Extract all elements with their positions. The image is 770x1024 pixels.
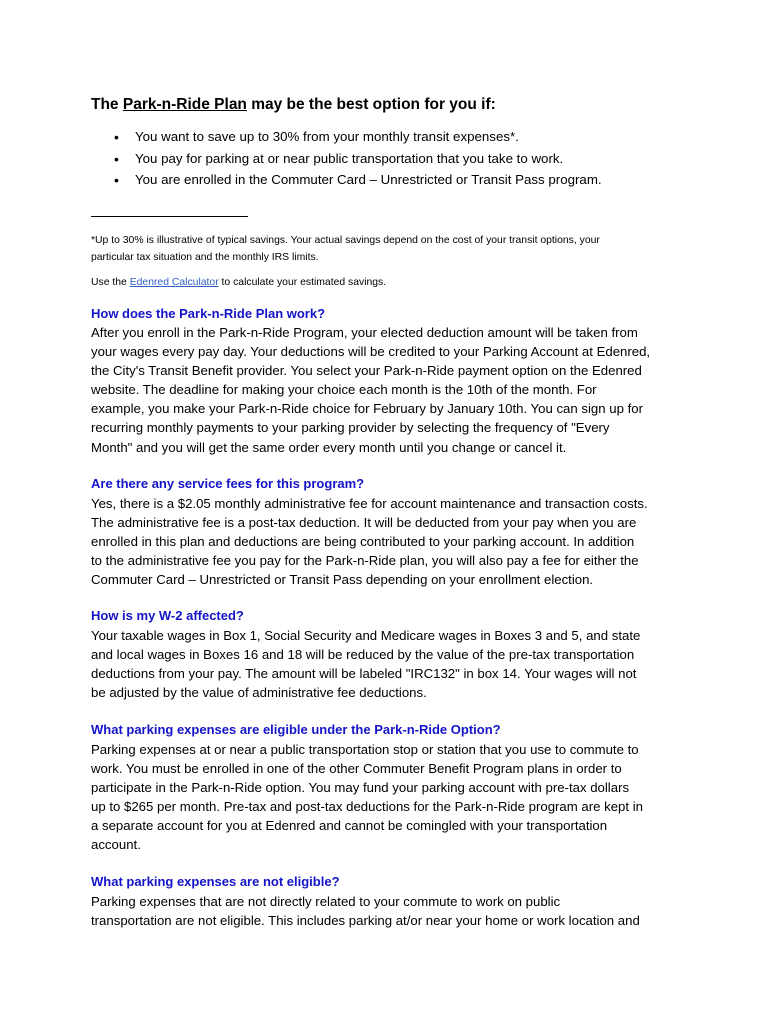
answer-line: deductions from your pay. The amount will be labeled "IRC132" in box 14. Your wages will not xyxy=(91,666,637,682)
answer-line: Commuter Card – Unrestricted or Transit Pass depending on your enrollment election. xyxy=(91,572,594,588)
answer-line: to the administrative fee you pay for the Park-n-Ride plan, you will also pay a fee for either the xyxy=(91,553,639,569)
answer-line: a separate account for you at Edenred and cannot be comingled with your transportation xyxy=(91,818,608,834)
calculator-note xyxy=(91,277,386,288)
answer-line: Yes, there is a $2.05 monthly administrative fee for account maintenance and transaction costs. xyxy=(91,496,648,511)
answer-line: participate in the Park-n-Ride option. You may fund your parking account with pre-tax dollars xyxy=(91,780,630,796)
answer-line: be adjusted by the value of administrative fee deductions. xyxy=(91,685,427,701)
footnote-line: particular tax situation and the monthly IRS limits. xyxy=(91,252,319,263)
answer-line: enrolled in this plan and deductions are being contributed to your parking account. In addition xyxy=(91,534,635,550)
faq-answer xyxy=(91,626,640,702)
answer-line: website. The deadline for making your choice each month is the 10th of the month. For xyxy=(91,382,597,398)
answer-line: account. xyxy=(91,837,141,853)
answer-line: Your taxable wages in Box 1, Social Security and Medicare wages in Boxes 3 and 5, and state xyxy=(91,628,641,643)
calculator-suffix: to calculate your estimated savings. xyxy=(218,277,387,288)
faq-question: Are there any service fees for this program? xyxy=(91,476,365,491)
faq-answer xyxy=(91,323,650,457)
answer-line: your wages every pay day. Your deductions will be credited to your Parking Account at Edenred, xyxy=(91,344,651,360)
edenred-calculator-link[interactable]: Edenred Calculator xyxy=(129,277,219,288)
faq-question: What parking expenses are not eligible? xyxy=(91,874,340,889)
faq-question: How is my W-2 affected? xyxy=(91,608,244,623)
faq-question: How does the Park-n-Ride Plan work? xyxy=(91,306,326,321)
title-prefix: The xyxy=(91,96,123,113)
answer-line: example, you make your Park-n-Ride choice for February by January 10th. You can sign up for xyxy=(91,401,643,417)
answer-line: up to $265 per month. Pre-tax and post-tax deductions for the Park-n-Ride program are kept in xyxy=(91,799,643,815)
list-item: • You pay for parking at or near public transportation that you take to work. xyxy=(114,151,602,173)
faq-answer xyxy=(91,892,640,930)
list-item: • You are enrolled in the Commuter Card – Unrestricted or Transit Pass program. xyxy=(114,172,602,194)
faq-answer xyxy=(91,740,643,855)
title-suffix: may be the best option for you if: xyxy=(246,96,496,113)
footnote-divider xyxy=(91,216,248,217)
answer-line: The administrative fee is a post-tax deduction. It will be deducted from your pay when you are xyxy=(91,515,637,531)
answer-line: Parking expenses that are not directly related to your commute to work on public xyxy=(91,894,561,909)
faq-question: What parking expenses are eligible under the Park-n-Ride Option? xyxy=(91,722,501,737)
answer-line: Parking expenses at or near a public transportation stop or station that you use to commute to xyxy=(91,742,639,757)
answer-line: transportation are not eligible. This includes parking at/or near your home or work location and xyxy=(91,913,640,929)
footnote-line: *Up to 30% is illustrative of typical savings. Your actual savings depend on the cost of your transit options, your xyxy=(91,235,600,246)
answer-line: recurring monthly payments to your parking provider by selecting the frequency of "Every xyxy=(91,420,610,436)
park-n-ride-plan-link: Park-n-Ride Plan xyxy=(122,96,247,113)
list-item: • You want to save up to 30% from your monthly transit expenses*. xyxy=(114,129,602,151)
calculator-prefix: Use the xyxy=(91,277,130,288)
benefit-list xyxy=(114,129,602,194)
page-title xyxy=(91,96,496,114)
answer-line: work. You must be enrolled in one of the other Commuter Benefit Program plans in order to xyxy=(91,761,622,777)
answer-line: Month" and you will get the same order every month until you change or cancel it. xyxy=(91,439,567,455)
answer-line: and local wages in Boxes 16 and 18 will be reduced by the value of the pre-tax transportation xyxy=(91,647,635,663)
footnote xyxy=(91,232,681,266)
answer-line: After you enroll in the Park-n-Ride Program, your elected deduction amount will be taken from xyxy=(91,325,638,340)
faq-answer xyxy=(91,494,648,589)
answer-line: the City's Transit Benefit provider. You select your Park-n-Ride payment option on the Edenred xyxy=(91,363,642,379)
